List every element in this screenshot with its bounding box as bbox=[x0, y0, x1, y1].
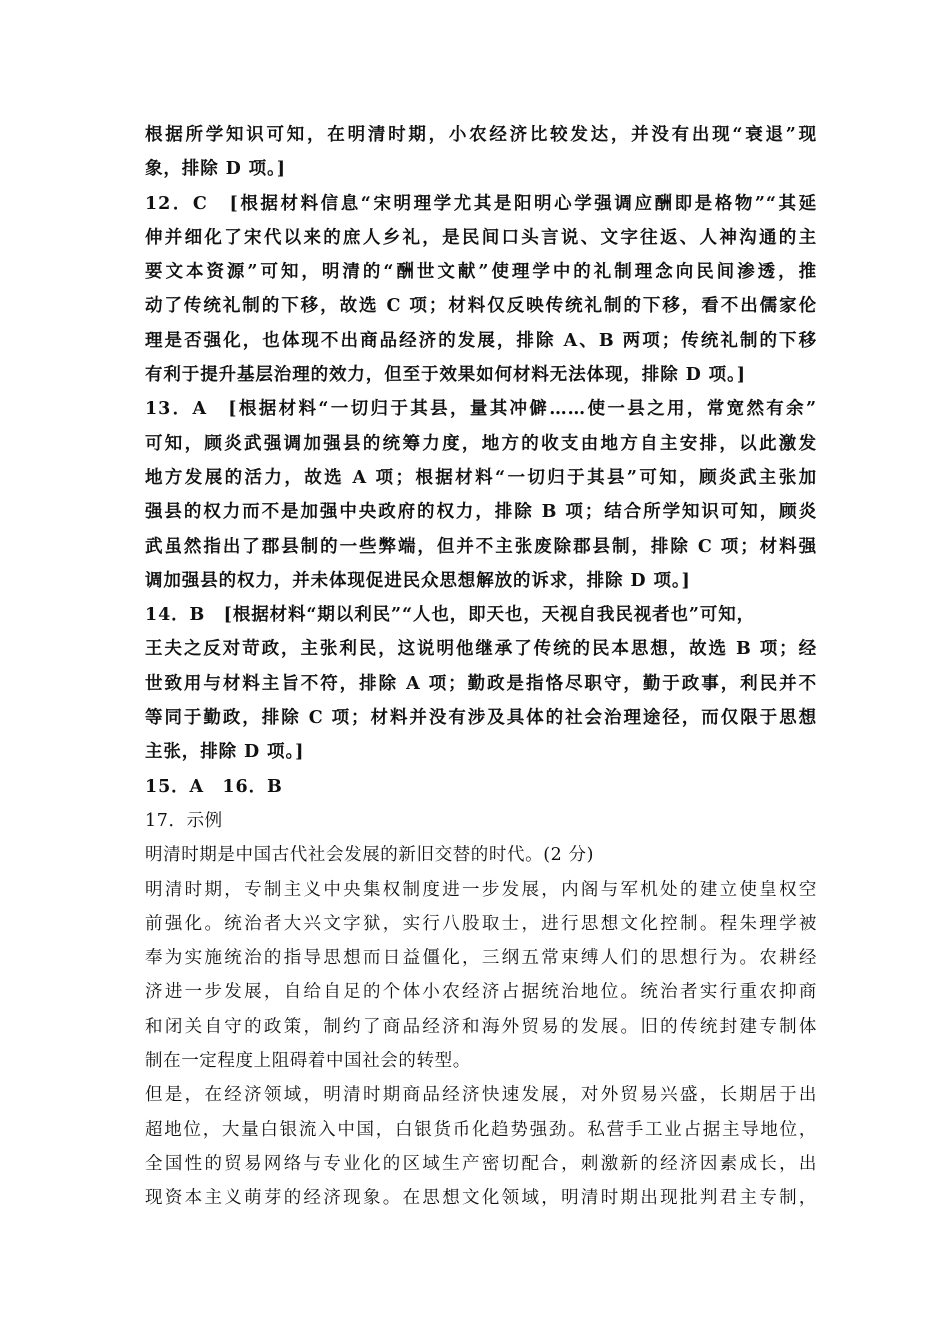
text-line: 理是否强化，也体现不出商品经济的发展，排除 A、B 两项；传统礼制的下移 bbox=[145, 330, 817, 351]
text-line: 等同于勤政，排除 C 项；材料并没有涉及具体的社会治理途径，而仅限于思想 bbox=[145, 708, 817, 729]
text-line: 前强化。统治者大兴文字狱，实行八股取士，进行思想文化控制。程朱理学被 bbox=[145, 913, 817, 934]
text-line: 根据所学知识可知，在明清时期，小农经济比较发达，并没有出现“衰退”现 bbox=[145, 125, 817, 145]
text-line: 济进一步发展，自给自足的个体小农经济占据统治地位。统治者实行重农抑商 bbox=[145, 982, 817, 1003]
document-page bbox=[145, 118, 817, 1216]
text-line: 制在一定程度上阻碍着中国社会的转型。 bbox=[145, 1051, 471, 1072]
text-line: 调加强县的权力，并未体现促进民众思想解放的诉求，排除 D 项。] bbox=[145, 570, 691, 591]
text-line: 超地位，大量白银流入中国，白银货币化趋势强劲。私营手工业占据主导地位， bbox=[145, 1119, 817, 1140]
text-line: 15．A 16．B bbox=[145, 776, 283, 797]
text-line: 17．示例 bbox=[145, 810, 223, 831]
text-line: 象，排除 D 项。] bbox=[145, 159, 286, 180]
text-line: 世致用与材料主旨不符，排除 A 项；勤政是指恪尽职守，勤于政事，利民并不 bbox=[145, 673, 817, 694]
text-line: 明清时期是中国古代社会发展的新旧交替的时代。(2 分) bbox=[145, 845, 595, 866]
text-line: 强县的权力而不是加强中央政府的权力，排除 B 项；结合所学知识可知，顾炎 bbox=[145, 502, 817, 523]
text-line: 地方发展的活力，故选 A 项；根据材料“一切归于其县”可知，顾炎武主张加 bbox=[145, 467, 817, 488]
text-line: 12．C [根据材料信息“宋明理学尤其是阳明心学强调应酬即是格物”“其延 bbox=[145, 193, 817, 214]
text-line: 王夫之反对苛政，主张利民，这说明他继承了传统的民本思想，故选 B 项；经 bbox=[145, 639, 817, 660]
text-line: 主张，排除 D 项。] bbox=[145, 742, 305, 763]
text-line: 武虽然指出了郡县制的一些弊端，但并不主张废除郡县制，排除 C 项；材料强 bbox=[145, 536, 817, 557]
text-line: 14．B [根据材料“期以利民”“人也，即天也，天视自我民视者也”可知， bbox=[145, 605, 756, 626]
text-line: 奉为实施统治的指导思想而日益僵化，三纲五常束缚人们的思想行为。农耕经 bbox=[145, 948, 817, 969]
text-line: 全国性的贸易网络与专业化的区域生产密切配合，刺激新的经济因素成长，出 bbox=[145, 1153, 817, 1174]
text-line: 要文本资源”可知，明清的“酬世文献”使理学中的礼制理念向民间渗透，推 bbox=[145, 262, 817, 283]
text-line: 动了传统礼制的下移，故选 C 项；材料仅反映传统礼制的下移，看不出儒家伦 bbox=[145, 296, 817, 317]
text-line: 可知，顾炎武强调加强县的统筹力度，地方的收支由地方自主安排，以此激发 bbox=[145, 433, 817, 454]
text-line: 明清时期，专制主义中央集权制度进一步发展，内阁与军机处的建立使皇权空 bbox=[145, 879, 817, 900]
text-line: 和闭关自守的政策，制约了商品经济和海外贸易的发展。旧的传统封建专制体 bbox=[145, 1016, 817, 1037]
text-line: 伸并细化了宋代以来的庶人乡礼，是民间口头言说、文字往返、人神沟通的主 bbox=[145, 227, 817, 248]
text-line: 13．A [根据材料“一切归于其县，量其冲僻……使一县之用，常宽然有余” bbox=[145, 399, 817, 420]
text-line: 现资本主义萌芽的经济现象。在思想文化领域，明清时期出现批判君主专制， bbox=[145, 1188, 817, 1209]
text-line: 有利于提升基层治理的效力，但至于效果如何材料无法体现，排除 D 项。] bbox=[145, 365, 746, 386]
text-line: 但是，在经济领域，明清时期商品经济快速发展，对外贸易兴盛，长期居于出 bbox=[145, 1085, 817, 1106]
